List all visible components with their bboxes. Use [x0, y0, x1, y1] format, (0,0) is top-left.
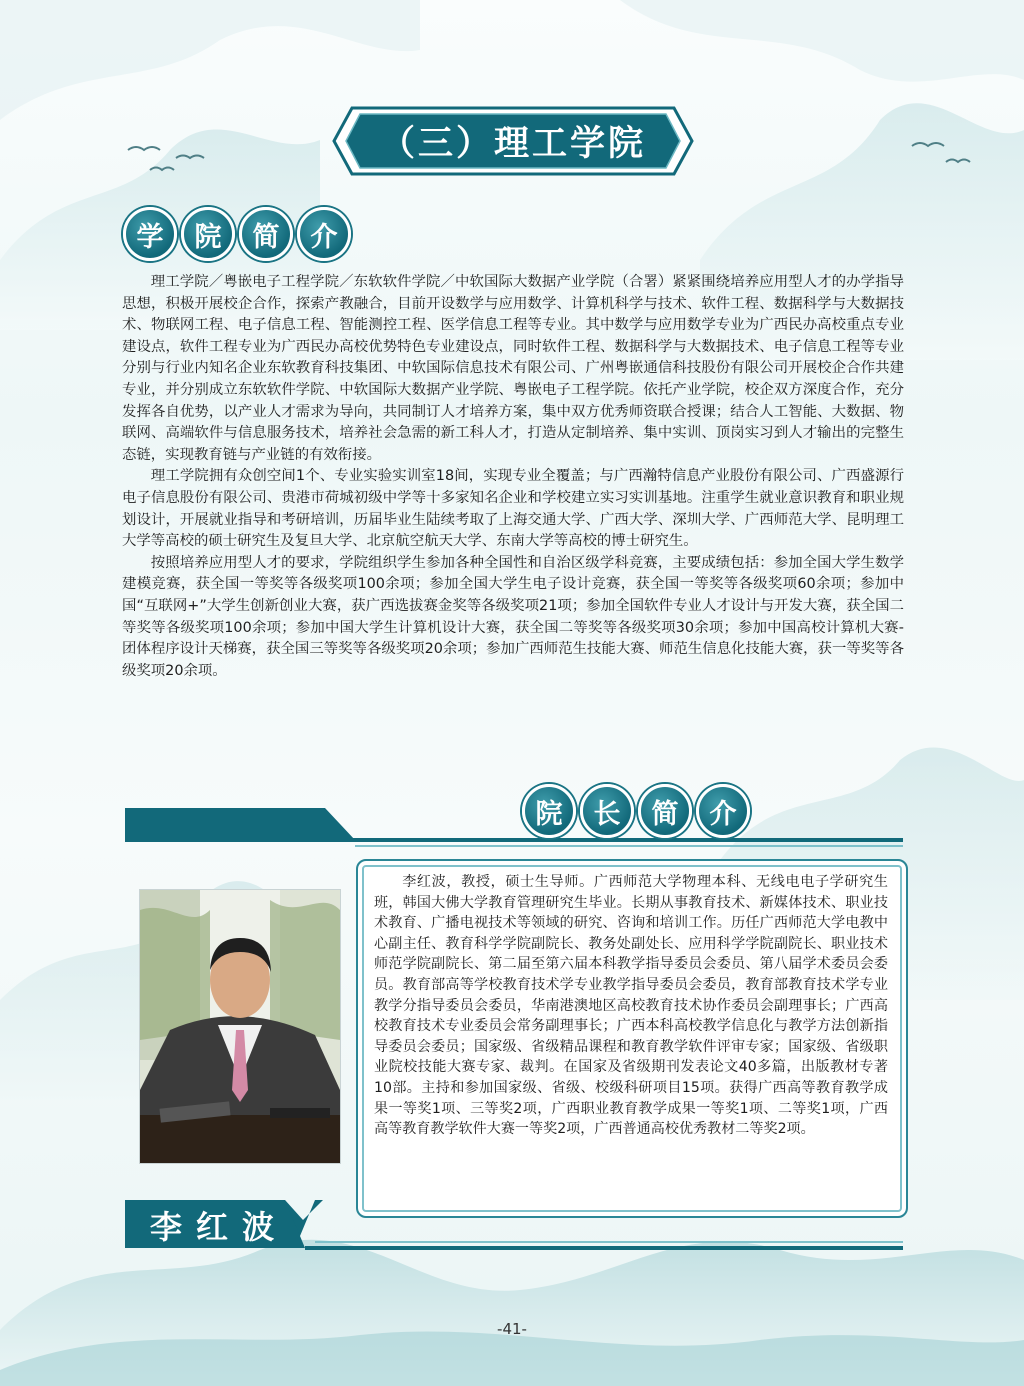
dean-bio-text: 李红波，教授，硕士生导师。广西师范大学物理本科、无线电电子学研究生班，韩国大佛大学教育管理研究生毕业。长期从事教育技术、新媒体技术、职业技术教育、广播电视技术等领域的研究、咨询和培训工作。历任广西师范大学电教中心副主任、教育科学学院副院长、教务处副处长、应用科学学院副院长、职业技术师范学院副院长、第二届至第六届本科教学指导委员会委员、第八届学术委员会委员。教育部高等学校教育技术学专业教学指导委员会委员，教育部教育技术学专业教学分指导委员会委员，华南港澳地区高校教育技术协作委员会副理事长；广西高校教育技术专业委员会常务副理事长；广西本科高校教学信息化与教学方法创新指导委员会委员；国家级、省级精品课程和教育教学软件评审专家；国家级、省级职业院校技能大赛专家、裁判。在国家及省级期刊发表论文40多篇，出版教材专著10部。主持和参加国家级、省级、校级科研项目15项。获得广西高等教育教学成果一等奖1项、三等奖2项，广西职业教育教学成果一等奖1项、二等奖1项，广西高等教育教学软件大赛一等奖2项，广西普通高校优秀教材二等奖2项。: [374, 874, 888, 1138]
intro-paragraph: 理工学院／粤嵌电子工程学院／东软软件学院／中软国际大数据产业学院（合署）紧紧围绕培养应用型人才的办学指导思想，积极开展校企合作，探索产教融合，目前开设数学与应用数学、计算机科学与技术、软件工程、数据科学与大数据技术、物联网工程、电子信息工程、智能测控工程、医学信息工程等专业。其中数学与应用数学专业为广西民办高校重点专业建设点，软件工程专业为广西民办高校优势特色专业建设点，同时软件工程、数据科学与大数据技术、电子信息工程等专业分别与行业内知名企业东软教育科技集团、中软国际信息技术有限公司、广州粤嵌通信科技股份有限公司开展校企合作共建专业，并分别成立东软软件学院、中软国际大数据产业学院、粤嵌电子工程学院。依托产业学院，校企双方深度合作，充分发挥各自优势，以产业人才需求为导向，共同制订人才培养方案，集中双方优秀师资联合授课；结合人工智能、大数据、物联网、高端软件与信息服务技术，培养社会急需的新工科人才，打造从定制培养、集中实训、顶岗实习到人才输出的完整生态链，实现教育链与产业链的有效衔接。: [122, 274, 904, 463]
college-intro-text: [122, 272, 904, 682]
dean-photo: [139, 889, 341, 1164]
dean-bio: [374, 872, 888, 1140]
intro-paragraph: 理工学院拥有众创空间1个、专业实验实训室18间，实现专业全覆盖；与广西瀚特信息产业股份有限公司、广西盛源行电子信息股份有限公司、贵港市荷城初级中学等十多家知名企业和学校建立实习实训基地。注重学生就业意识教育和职业规划设计，开展就业指导和考研培训，历届毕业生陆续考取了上海交通大学、广西大学、深圳大学、广西师范大学、昆明理工大学等高校的硕士研究生及复旦大学、北京航空航天大学、东南大学等高校的博士研究生。: [122, 468, 904, 550]
heading-char: 长: [580, 784, 634, 838]
heading-char: 介: [696, 784, 750, 838]
heading-char: 简: [638, 784, 692, 838]
portrait-icon: [140, 890, 340, 1163]
heading-char: 学: [123, 207, 177, 261]
heading-char: 院: [522, 784, 576, 838]
dean-name: 李红波: [150, 1208, 289, 1246]
page-title-banner: [330, 104, 696, 178]
section-heading-college-intro: [123, 207, 351, 261]
intro-paragraph: 按照培养应用型人才的要求，学院组织学生参加各种全国性和自治区级学科竞赛，主要成绩包括：参加全国大学生数学建模竞赛，获全国一等奖等各级奖项100余项；参加全国大学生电子设计竞赛，获全国一等奖等各级奖项60余项；参加中国“互联网+”大学生创新创业大赛，获广西选拔赛金奖等各级奖项21项；参加全国软件专业人才设计与开发大赛，获全国二等奖等各级奖项100余项；参加中国大学生计算机设计大赛，获全国二等奖等各级奖项30余项；参加中国高校计算机大赛-团体程序设计天梯赛，获全国三等奖等各级奖项20余项；参加广西师范生技能大赛、师范生信息化技能大赛，获一等奖等各级奖项20余项。: [122, 554, 904, 679]
page-number: -41-: [497, 1320, 527, 1338]
heading-char: 简: [239, 207, 293, 261]
heading-char: 院: [181, 207, 235, 261]
section-heading-dean-intro: [522, 784, 750, 838]
heading-char: 介: [297, 207, 351, 261]
page-title: （三）理工学院: [379, 124, 646, 164]
dean-section-top-bar: [125, 800, 903, 850]
